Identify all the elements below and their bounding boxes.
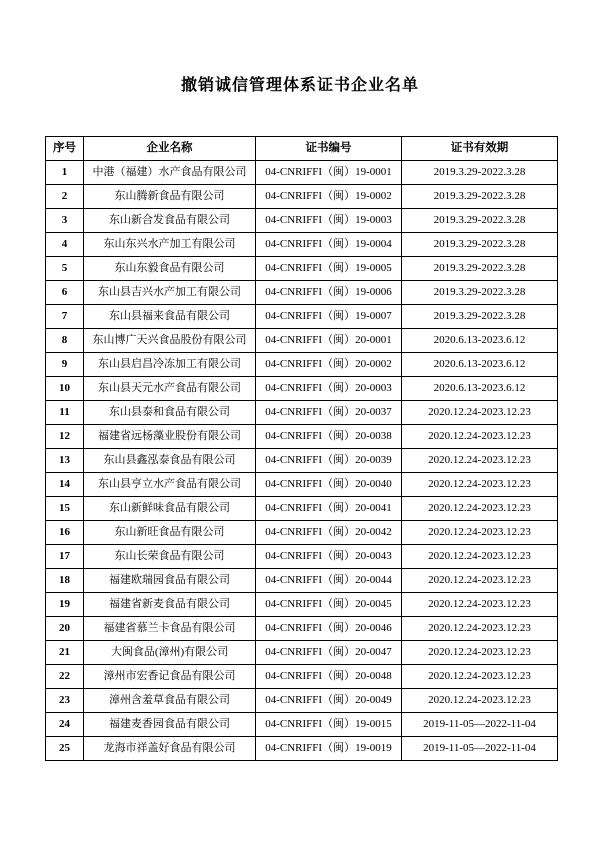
validity-cell: 2020.6.13-2023.6.12 — [402, 329, 558, 353]
company-name-cell: 福建省远杨藻业股份有限公司 — [84, 425, 256, 449]
validity-cell: 2020.6.13-2023.6.12 — [402, 377, 558, 401]
cert-no-cell: 04-CNRIFFI（闽）20-0045 — [256, 593, 402, 617]
company-name-cell: 福建省新麦食品有限公司 — [84, 593, 256, 617]
serial-cell: 17 — [46, 545, 84, 569]
company-name-cell: 东山县吉兴水产加工有限公司 — [84, 281, 256, 305]
cert-no-cell: 04-CNRIFFI（闽）19-0005 — [256, 257, 402, 281]
serial-cell: 13 — [46, 449, 84, 473]
company-name-cell: 东山腾新食品有限公司 — [84, 185, 256, 209]
table-row — [46, 665, 558, 689]
table-row — [46, 569, 558, 593]
serial-cell: 16 — [46, 521, 84, 545]
serial-cell: 18 — [46, 569, 84, 593]
table-row — [46, 305, 558, 329]
validity-cell: 2020.6.13-2023.6.12 — [402, 353, 558, 377]
header-validity: 证书有效期 — [402, 137, 558, 161]
serial-cell: 8 — [46, 329, 84, 353]
certificate-table-body — [46, 161, 558, 761]
company-name-cell: 漳州含羞草食品有限公司 — [84, 689, 256, 713]
header-row — [46, 137, 558, 161]
cert-no-cell: 04-CNRIFFI（闽）20-0047 — [256, 641, 402, 665]
validity-cell: 2020.12.24-2023.12.23 — [402, 665, 558, 689]
validity-cell: 2019.3.29-2022.3.28 — [402, 233, 558, 257]
cert-no-cell: 04-CNRIFFI（闽）19-0004 — [256, 233, 402, 257]
page-title: 撤销诚信管理体系证书企业名单 — [180, 77, 419, 94]
company-name-cell: 龙海市祥盖好食品有限公司 — [84, 737, 256, 761]
company-name-cell: 福建省慕兰卡食品有限公司 — [84, 617, 256, 641]
cert-no-cell: 04-CNRIFFI（闽）20-0039 — [256, 449, 402, 473]
serial-cell: 2 — [46, 185, 84, 209]
validity-cell: 2019.3.29-2022.3.28 — [402, 209, 558, 233]
company-name-cell: 东山东兴水产加工有限公司 — [84, 233, 256, 257]
validity-cell: 2020.12.24-2023.12.23 — [402, 449, 558, 473]
certificate-table — [45, 136, 558, 761]
validity-cell: 2020.12.24-2023.12.23 — [402, 641, 558, 665]
company-name-cell: 福建麦香园食品有限公司 — [84, 713, 256, 737]
serial-cell: 15 — [46, 497, 84, 521]
serial-cell: 21 — [46, 641, 84, 665]
cert-no-cell: 04-CNRIFFI（闽）20-0044 — [256, 569, 402, 593]
header-company: 企业名称 — [84, 137, 256, 161]
serial-cell: 24 — [46, 713, 84, 737]
validity-cell: 2020.12.24-2023.12.23 — [402, 593, 558, 617]
cert-no-cell: 04-CNRIFFI（闽）19-0019 — [256, 737, 402, 761]
validity-cell: 2019-11-05—2022-11-04 — [402, 737, 558, 761]
serial-cell: 6 — [46, 281, 84, 305]
company-name-cell: 福建欧瑞园食品有限公司 — [84, 569, 256, 593]
cert-no-cell: 04-CNRIFFI（闽）19-0015 — [256, 713, 402, 737]
serial-cell: 23 — [46, 689, 84, 713]
serial-cell: 9 — [46, 353, 84, 377]
validity-cell: 2019-11-05—2022-11-04 — [402, 713, 558, 737]
cert-no-cell: 04-CNRIFFI（闽）20-0048 — [256, 665, 402, 689]
table-row — [46, 257, 558, 281]
cert-no-cell: 04-CNRIFFI（闽）20-0041 — [256, 497, 402, 521]
cert-no-cell: 04-CNRIFFI（闽）20-0001 — [256, 329, 402, 353]
cert-no-cell: 04-CNRIFFI（闽）19-0003 — [256, 209, 402, 233]
table-row — [46, 473, 558, 497]
cert-no-cell: 04-CNRIFFI（闽）20-0003 — [256, 377, 402, 401]
table-row — [46, 497, 558, 521]
validity-cell: 2020.12.24-2023.12.23 — [402, 497, 558, 521]
validity-cell: 2020.12.24-2023.12.23 — [402, 473, 558, 497]
serial-cell: 7 — [46, 305, 84, 329]
validity-cell: 2020.12.24-2023.12.23 — [402, 689, 558, 713]
table-row — [46, 737, 558, 761]
table-row — [46, 209, 558, 233]
table-row — [46, 521, 558, 545]
serial-cell: 5 — [46, 257, 84, 281]
validity-cell: 2019.3.29-2022.3.28 — [402, 161, 558, 185]
company-name-cell: 东山东毅食品有限公司 — [84, 257, 256, 281]
cert-no-cell: 04-CNRIFFI（闽）19-0007 — [256, 305, 402, 329]
serial-cell: 20 — [46, 617, 84, 641]
cert-no-cell: 04-CNRIFFI（闽）20-0002 — [256, 353, 402, 377]
company-name-cell: 东山县启昌冷冻加工有限公司 — [84, 353, 256, 377]
company-name-cell: 漳州市宏香记食品有限公司 — [84, 665, 256, 689]
table-row — [46, 401, 558, 425]
table-row — [46, 593, 558, 617]
company-name-cell: 东山县鑫泓泰食品有限公司 — [84, 449, 256, 473]
cert-no-cell: 04-CNRIFFI（闽）19-0002 — [256, 185, 402, 209]
table-row — [46, 449, 558, 473]
company-name-cell: 东山新合发食品有限公司 — [84, 209, 256, 233]
table-row — [46, 353, 558, 377]
validity-cell: 2020.12.24-2023.12.23 — [402, 545, 558, 569]
company-name-cell: 东山县天元水产食品有限公司 — [84, 377, 256, 401]
company-name-cell: 中港（福建）水产食品有限公司 — [84, 161, 256, 185]
serial-cell: 22 — [46, 665, 84, 689]
table-row — [46, 689, 558, 713]
header-cert-no: 证书编号 — [256, 137, 402, 161]
validity-cell: 2020.12.24-2023.12.23 — [402, 521, 558, 545]
validity-cell: 2020.12.24-2023.12.23 — [402, 425, 558, 449]
validity-cell: 2019.3.29-2022.3.28 — [402, 305, 558, 329]
table-row — [46, 545, 558, 569]
company-name-cell: 东山博广天兴食品股份有限公司 — [84, 329, 256, 353]
company-name-cell: 东山新鲜味食品有限公司 — [84, 497, 256, 521]
serial-cell: 3 — [46, 209, 84, 233]
cert-no-cell: 04-CNRIFFI（闽）20-0046 — [256, 617, 402, 641]
table-row — [46, 329, 558, 353]
table-row — [46, 617, 558, 641]
validity-cell: 2019.3.29-2022.3.28 — [402, 185, 558, 209]
cert-no-cell: 04-CNRIFFI（闽）19-0006 — [256, 281, 402, 305]
company-name-cell: 东山县福来食品有限公司 — [84, 305, 256, 329]
table-row — [46, 233, 558, 257]
cert-no-cell: 04-CNRIFFI（闽）20-0043 — [256, 545, 402, 569]
validity-cell: 2020.12.24-2023.12.23 — [402, 569, 558, 593]
serial-cell: 19 — [46, 593, 84, 617]
cert-no-cell: 04-CNRIFFI（闽）20-0042 — [256, 521, 402, 545]
serial-cell: 25 — [46, 737, 84, 761]
validity-cell: 2019.3.29-2022.3.28 — [402, 281, 558, 305]
company-name-cell: 东山县泰和食品有限公司 — [84, 401, 256, 425]
company-name-cell: 东山县亨立水产食品有限公司 — [84, 473, 256, 497]
cert-no-cell: 04-CNRIFFI（闽）20-0038 — [256, 425, 402, 449]
cert-no-cell: 04-CNRIFFI（闽）20-0037 — [256, 401, 402, 425]
serial-cell: 1 — [46, 161, 84, 185]
header-serial: 序号 — [46, 137, 84, 161]
table-row — [46, 161, 558, 185]
company-name-cell: 东山新旺食品有限公司 — [84, 521, 256, 545]
serial-cell: 10 — [46, 377, 84, 401]
validity-cell: 2020.12.24-2023.12.23 — [402, 401, 558, 425]
serial-cell: 14 — [46, 473, 84, 497]
table-row — [46, 425, 558, 449]
validity-cell: 2020.12.24-2023.12.23 — [402, 617, 558, 641]
serial-cell: 11 — [46, 401, 84, 425]
cert-no-cell: 04-CNRIFFI（闽）20-0040 — [256, 473, 402, 497]
table-row — [46, 713, 558, 737]
table-row — [46, 641, 558, 665]
table-header — [46, 137, 558, 161]
table-row — [46, 377, 558, 401]
company-name-cell: 东山长荣食品有限公司 — [84, 545, 256, 569]
table-row — [46, 281, 558, 305]
serial-cell: 12 — [46, 425, 84, 449]
validity-cell: 2019.3.29-2022.3.28 — [402, 257, 558, 281]
company-name-cell: 大闽食品(漳州)有限公司 — [84, 641, 256, 665]
table-row — [46, 185, 558, 209]
cert-no-cell: 04-CNRIFFI（闽）19-0001 — [256, 161, 402, 185]
cert-no-cell: 04-CNRIFFI（闽）20-0049 — [256, 689, 402, 713]
serial-cell: 4 — [46, 233, 84, 257]
